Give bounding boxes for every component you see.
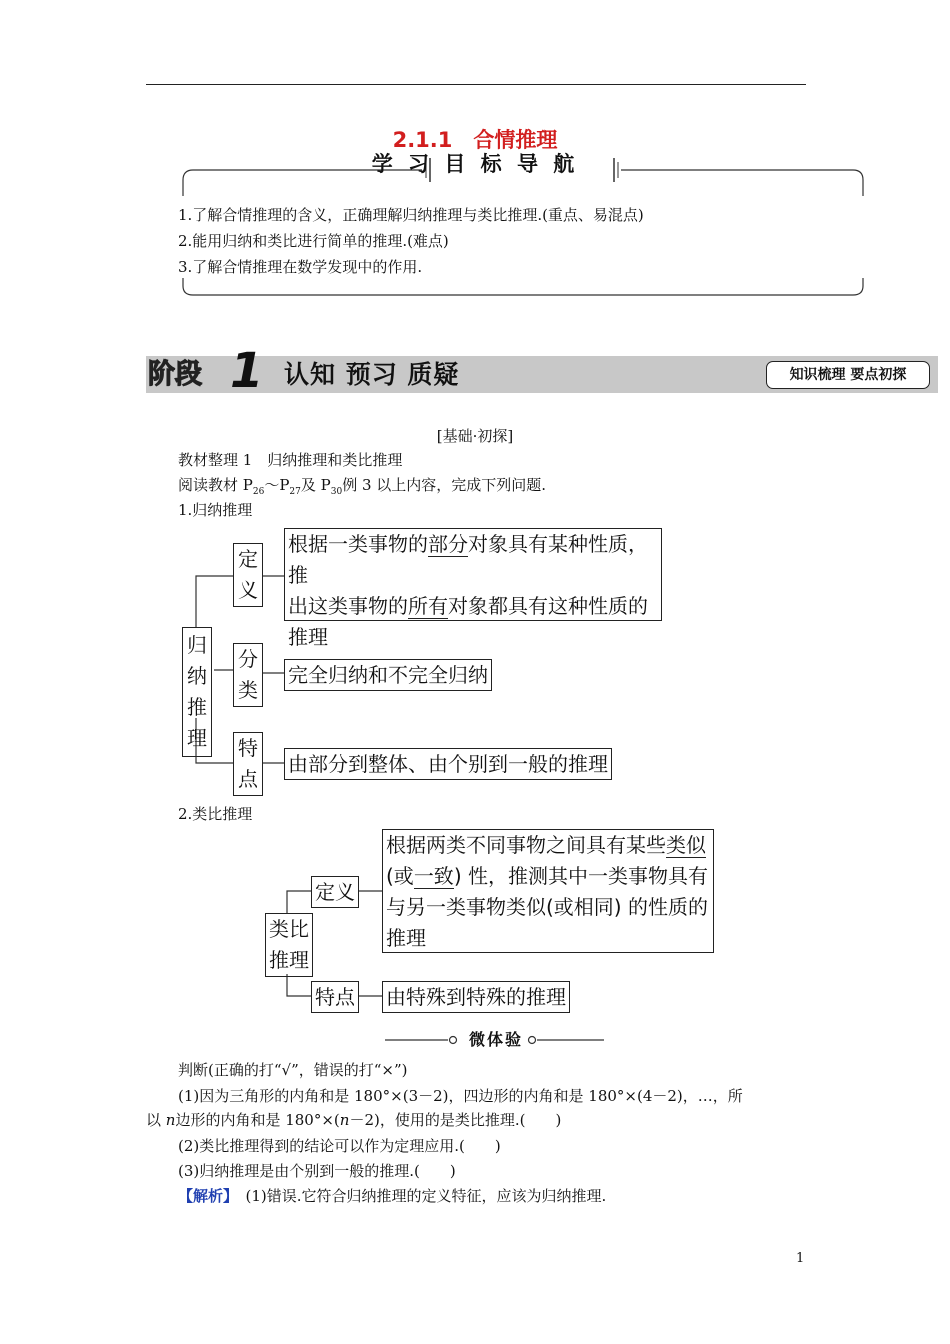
induction-cat-label: 分 类	[233, 643, 263, 707]
induction-root: 归 纳 推 理	[182, 627, 212, 757]
stage-banner	[146, 343, 938, 399]
induction-feat-box: 由部分到整体、由个别到一般的推理	[284, 748, 612, 780]
question-1-line2: 以 n边形的内角和是 180°×(n－2)，使用的是类比推理.( )	[146, 1111, 562, 1129]
micro-title: 微体验	[468, 1030, 523, 1049]
analogy-def-label: 定义	[311, 876, 359, 908]
question-1-line1: (1)因为三角形的内角和是 180°×(3－2)，四边形的内角和是 180°×(4－2)，…，所	[178, 1087, 743, 1105]
induction-def-label: 定 义	[233, 543, 263, 607]
page-title: 2.1.1 合情推理	[392, 128, 558, 152]
stage-heading: 认知 预习 质疑	[284, 360, 460, 389]
analysis-label: 【解析】	[178, 1187, 231, 1205]
goals-heading: 学 习 目 标 导 航	[371, 152, 579, 176]
goal-item-2: 2.能用归纳和类比进行简单的推理.(难点)	[178, 232, 449, 250]
stage-tag: 知识梳理 要点初探	[766, 361, 930, 389]
question-3: (3)归纳推理是由个别到一般的推理.( )	[178, 1162, 456, 1180]
stage-number: 1	[230, 343, 264, 399]
analogy-heading: 2.类比推理	[178, 805, 253, 823]
textbook-heading: 教材整理 1 归纳推理和类比推理	[178, 451, 403, 469]
reading-instruction: 阅读教材 $P_{26}\sim P_{27}$及 $P_{30}$例 3 以上内容，完成下列问题.	[178, 476, 547, 497]
section-label: [基础·初探]	[436, 427, 514, 445]
induction-cat-box: 完全归纳和不完全归纳	[284, 659, 492, 691]
goal-item-1: 1.了解合情推理的含义，正确理解归纳推理与类比推理.(重点、易混点)	[178, 206, 644, 224]
stage-label: 阶段	[148, 359, 202, 390]
analogy-def-box: 根据两类不同事物之间具有某些类似 (或一致) 性，推测其中一类事物具有 与另一类事物类似(或相同) 的性质的 推理	[382, 829, 714, 953]
page-number: 1	[796, 1251, 805, 1266]
analysis: 【解析】 (1)错误.它符合归纳推理的定义特征，应该为归纳推理.	[178, 1187, 607, 1205]
analogy-feat-label: 特点	[311, 981, 359, 1013]
question-2: (2)类比推理得到的结论可以作为定理应用.( )	[178, 1137, 501, 1155]
goal-item-3: 3.了解合情推理在数学发现中的作用.	[178, 258, 423, 276]
induction-feat-label: 特 点	[233, 732, 263, 796]
header-rule	[146, 84, 806, 85]
analogy-root: 类比 推理	[265, 913, 313, 977]
micro-intro: 判断(正确的打“√”，错误的打“×”)	[178, 1061, 408, 1079]
analogy-feat-box: 由特殊到特殊的推理	[382, 981, 570, 1013]
induction-heading: 1.归纳推理	[178, 501, 253, 519]
induction-def-box: 根据一类事物的部分对象具有某种性质，推 出这类事物的所有对象都具有这种性质的 推理	[284, 528, 662, 621]
